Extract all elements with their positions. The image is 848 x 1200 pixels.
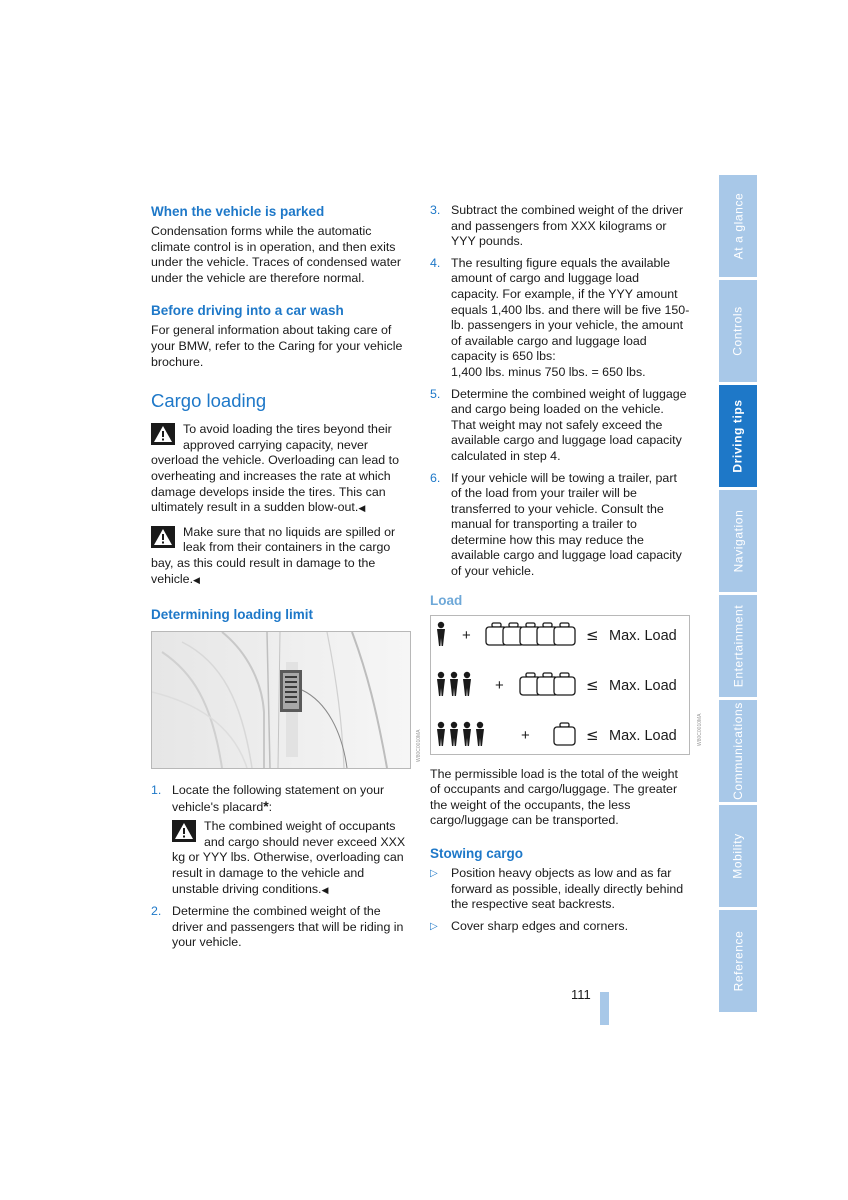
max-load-label: Max. Load — [609, 677, 677, 694]
step-number: 2. — [151, 904, 162, 919]
page-number: 111 — [571, 987, 591, 1002]
seat-illustration — [152, 632, 410, 768]
load-description: The permissible load is the total of the weight of occupants and cargo/luggage. The greater the weight of the occupants, the less cargo/luggage can be transported. — [430, 766, 678, 828]
less-equal-sign: ≤ — [586, 625, 599, 644]
step-text: The resulting figure equals the available amount of cargo and luggage load capacity. For example, if the YYY amount equals 1,400 lbs. and there will be five 150-lb. passengers in your vehicle, the amount of available cargo and luggage load capacity is 650 lbs: — [451, 255, 690, 364]
less-equal-sign: ≤ — [586, 725, 599, 744]
load-diagram-graphic — [431, 616, 689, 754]
list-item — [430, 919, 690, 935]
list-item — [430, 387, 690, 465]
person-icon — [437, 621, 445, 645]
person-icon — [463, 721, 471, 745]
person-icon — [463, 671, 471, 695]
suitcase-icon — [554, 623, 575, 645]
tab-mobility[interactable]: Mobility — [719, 805, 757, 907]
load-row — [437, 671, 677, 695]
end-mark-icon: ◀ — [193, 574, 200, 585]
step-text: If your vehicle will be towing a trailer, part of the load from your trailer will be transferred to your vehicle. Consult the manual for transporting a trailer to determine how this may reduce the available cargo and luggage load capacity of your vehicle. — [451, 470, 682, 579]
loading-limit-heading: Determining loading limit — [151, 607, 314, 623]
list-item — [430, 866, 690, 913]
step-calculation: 1,400 lbs. minus 750 lbs. = 650 lbs. — [451, 364, 646, 379]
loading-steps-right — [430, 203, 690, 580]
warning-block-2 — [151, 525, 409, 588]
end-mark-icon: ◀ — [358, 503, 366, 514]
suitcase-icon — [554, 723, 575, 745]
step-text: Subtract the combined weight of the driver and passengers from XXX kilograms or YYY pounds. — [451, 203, 684, 249]
stowing-list — [430, 866, 690, 934]
car-wash-heading: Before driving into a car wash — [151, 303, 344, 319]
optional-equipment-star: * — [263, 797, 269, 814]
step-number: 4. — [430, 255, 441, 270]
warning-text-2: Make sure that no liquids are spilled or leak from their containers in the cargo bay, as this could result in damage to the vehicle. — [151, 524, 396, 586]
warning-triangle-icon — [151, 423, 175, 445]
left-column — [151, 203, 422, 957]
triangle-bullet-icon: ▷ — [430, 868, 438, 880]
chapter-tabs — [719, 175, 757, 1015]
load-heading: Load — [430, 592, 463, 608]
triangle-bullet-icon: ▷ — [430, 920, 438, 932]
load-row — [437, 621, 677, 645]
suitcase-icon — [554, 673, 575, 695]
placard-warning — [172, 819, 409, 898]
person-icon — [450, 671, 458, 695]
step-text: Determine the combined weight of the driver and passengers that will be riding in your vehicle. — [172, 904, 404, 950]
step-colon: : — [268, 799, 273, 814]
list-item — [430, 203, 690, 250]
loading-steps-left — [151, 783, 409, 951]
figure-code: W80C0010MA — [416, 729, 422, 763]
step-number: 3. — [430, 203, 441, 217]
page-number-bar — [600, 992, 609, 1025]
parked-text: Condensation forms while the automatic climate control is in operation, and then exits under the vehicle. Traces of condensed water under the vehicle are therefore normal. — [151, 224, 402, 285]
right-column — [430, 203, 703, 940]
person-icon — [450, 721, 458, 745]
warning-triangle-icon — [172, 820, 196, 842]
stowing-item-text: Cover sharp edges and corners. — [451, 918, 629, 933]
plus-sign: + — [521, 726, 530, 744]
warning-triangle-icon — [151, 526, 175, 548]
step-text: Determine the combined weight of luggage and cargo being loaded on the vehicle. That weight may not safely exceed the available cargo and luggage load capacity calculated in step 4. — [451, 386, 687, 463]
list-item — [151, 904, 409, 951]
placard-warning-text: The combined weight of occupants and cargo should never exceed XXX kg or YYY lbs. Otherwise, overloading can result in damage to the vehicle and unstable driving conditions. — [172, 819, 406, 896]
cargo-loading-title: Cargo loading — [151, 390, 267, 412]
step-number: 5. — [430, 386, 441, 401]
max-load-label: Max. Load — [609, 627, 677, 644]
list-item — [151, 783, 409, 898]
person-icon — [437, 721, 445, 745]
tab-reference[interactable]: Reference — [719, 910, 757, 1012]
stowing-heading: Stowing cargo — [430, 846, 524, 862]
list-item — [430, 471, 690, 580]
seat-placard-figure — [151, 631, 422, 769]
tab-driving-tips[interactable]: Driving tips — [719, 385, 757, 487]
plus-sign: + — [495, 676, 504, 694]
warning-text-1: To avoid loading the tires beyond their approved carrying capacity, never overload the vehicle. Overloading can lead to overheating and increases the rate at which damage develops inside the tires. This can ultimately result in a sudden blow-out. — [151, 422, 399, 515]
tab-entertainment[interactable]: Entertainment — [719, 595, 757, 697]
car-wash-text: For general information about taking care of your BMW, refer to the Caring for your vehicle brochure. — [151, 323, 403, 369]
tab-at-a-glance[interactable]: At a glance — [719, 175, 757, 277]
step-number: 1. — [151, 783, 162, 798]
tab-controls[interactable]: Controls — [719, 280, 757, 382]
end-mark-icon: ◀ — [321, 884, 329, 895]
max-load-label: Max. Load — [609, 727, 677, 744]
load-row — [437, 721, 677, 745]
figure-code: W80C0010MA — [697, 713, 703, 746]
stowing-item-text: Position heavy objects as low and as far forward as possible, ideally directly behind the respective seat backrests. — [451, 866, 684, 912]
step-number: 6. — [430, 470, 441, 485]
list-item — [430, 256, 690, 381]
warning-block-1 — [151, 422, 409, 517]
person-icon — [437, 671, 445, 695]
tab-communications[interactable]: Communications — [719, 700, 757, 802]
tab-navigation[interactable]: Navigation — [719, 490, 757, 592]
less-equal-sign: ≤ — [586, 675, 599, 694]
person-icon — [476, 721, 484, 745]
step-text: Locate the following statement on your vehicle's placard — [172, 783, 385, 814]
parked-heading: When the vehicle is parked — [151, 204, 325, 219]
plus-sign: + — [462, 626, 471, 644]
load-diagram — [430, 615, 703, 755]
